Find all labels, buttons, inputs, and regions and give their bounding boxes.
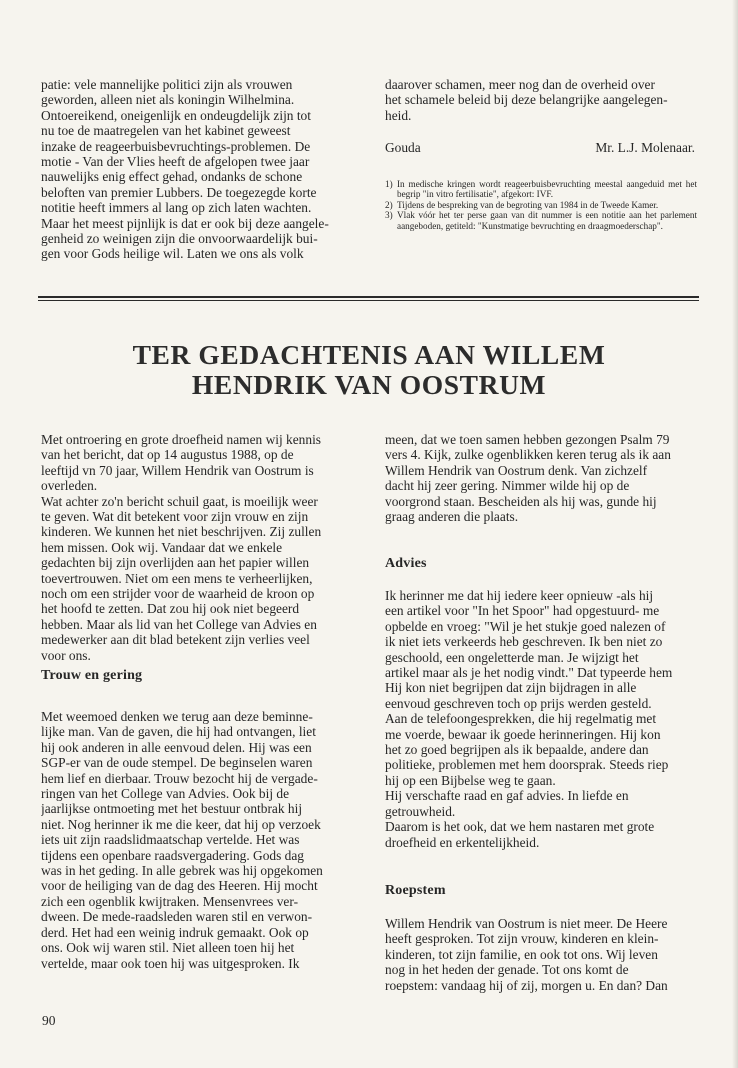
text-line: dween. De mede-raadsleden waren stil en verwon- — [41, 909, 313, 925]
text-line: noch om een strijder voor de waarheid de kroon op — [41, 586, 315, 602]
footnote — [385, 210, 697, 231]
text-line: het zo goed begrijpen als ik bepaalde, andere dan — [385, 742, 649, 758]
section-advies-text — [385, 588, 697, 850]
text-line: artikel maar als je het nodig vindt." Dat typeerde hem — [385, 665, 673, 681]
text-line: vertelde, maar ook toen hij was uitgesproken. Ik — [41, 955, 300, 971]
text-line: gedachten bij zijn overlijden aan het papier willen — [41, 555, 310, 571]
text-line: Met ontroering en grote droefheid namen wij kennis — [41, 432, 322, 447]
page-edge-shadow — [732, 0, 738, 1068]
text-line: graag anderen die plaats. — [385, 509, 519, 525]
text-line: van het bericht, dat op 14 augustus 1988, op de — [41, 447, 294, 463]
text-line: voor de heiliging van de dag des Heeren. Hij mocht — [41, 878, 318, 894]
page-number: 90 — [42, 1013, 56, 1028]
text-line: nu toe de maatregelen van het kabinet geweest — [41, 123, 291, 139]
section-heading: Advies — [385, 556, 427, 571]
text-line: iets uit zijn raadslidmaatschap vertelde. Het was — [41, 832, 300, 848]
text-line: nauwelijks enig effect gehad, ondanks de schone — [41, 169, 303, 185]
text-line: dacht hij zeer gering. Nimmer wilde hij op de — [385, 478, 630, 494]
text-line: notitie heeft immers al lang op zich laten wachten. — [41, 200, 312, 216]
text-line: vers 4. Kijk, zulke ogenblikken keren terug als ik aan — [385, 447, 671, 463]
section-advies-body — [385, 588, 697, 850]
text-line: hij op een Bijbelse weg te gaan. — [385, 772, 556, 788]
text-line: hem lief en dierbaar. Trouw bezocht hij de vergade- — [41, 770, 318, 786]
text-line: Ik herinner me dat hij iedere keer opnieuw -als hij — [385, 588, 654, 603]
text-line: heeft gesproken. Tot zijn vrouw, kinderen en klein- — [385, 931, 659, 947]
section-roepstem-text — [385, 916, 697, 993]
section-heading: Roepstem — [385, 883, 446, 898]
footnote — [385, 179, 697, 200]
text-line: politieke, problemen met hem doorsprak. Steeds riep — [385, 757, 669, 773]
text-line: leeftijd vn 70 jaar, Willem Hendrik van Oostrum is — [41, 462, 314, 478]
text-line: inzake de reageerbuisbevruchtings-problemen. De — [41, 138, 311, 154]
text-line: Daarom is het ook, dat we hem nastaren met grote — [385, 819, 655, 835]
footnote-text: Vlak vóór het ter perse gaan van dit nummer is een notitie aan het parlement aangeboden, getiteld: "Kunstmatige bevruchting en draagmoederschap". — [397, 210, 697, 231]
footnote-number: 1) — [385, 179, 393, 189]
text-line: getrouwheid. — [385, 803, 456, 819]
section-roepstem — [385, 883, 697, 899]
text-line: lijke man. Van de gaven, die hij had ontvangen, liet — [41, 724, 316, 740]
section-trouw-body — [41, 709, 353, 971]
prev-article-left-column — [41, 77, 353, 262]
section-heading: Trouw en gering — [41, 668, 143, 683]
prev-article-right-column — [385, 77, 697, 123]
footnote-number: 2) — [385, 199, 393, 210]
text-line: Willem Hendrik van Oostrum denk. Van zichzelf — [385, 462, 648, 478]
text-line: SGP-er van de oude stempel. De beginselen waren — [41, 755, 313, 771]
text-line: genheid zo weinigen zijn die onvoorwaardelijk bui- — [41, 231, 318, 247]
article-right-column — [385, 432, 697, 524]
section-divider-thick — [38, 296, 699, 298]
text-line: voor ons. — [41, 647, 91, 663]
text-line: heid. — [385, 107, 412, 123]
text-line: ons. Ook wij waren stil. Niet alleen toen hij het — [41, 940, 295, 956]
text-line: toevertrouwen. Niet om een mens te verheerlijken, — [41, 570, 313, 586]
text-line: tijdens een openbare raadsvergadering. Gods dag — [41, 847, 305, 863]
article-left-column — [41, 432, 353, 663]
text-line: het hoofd te zetten. Dat zou hij ook niet begeerd — [41, 601, 300, 617]
text-line: nog in het heden der genade. Tot ons komt de — [385, 962, 629, 978]
text-line: Aan de telefoongesprekken, die hij regelmatig met — [385, 711, 657, 727]
signature-author: Mr. L.J. Molenaar. — [595, 140, 695, 155]
text-line: geworden, alleen niet als koningin Wilhelmina. — [41, 92, 295, 108]
text-line: medewerker aan dit blad betekent zijn verlies veel — [41, 632, 310, 648]
text-line: daarover schamen, meer nog dan de overheid over — [385, 77, 655, 92]
signature-place: Gouda — [385, 140, 421, 155]
footnotes — [385, 179, 697, 231]
footnote-number: 3) — [385, 210, 393, 221]
text-line: Maar het meest pijnlijk is dat er ook bij deze aangele- — [41, 215, 329, 231]
text-line: te geven. Wat dit betekent voor zijn vrouw en zijn — [41, 509, 309, 525]
text-line: Ontoereikend, oneigenlijk en ondeugdelijk zijn tot — [41, 107, 311, 123]
text-line: jaarlijkse ontmoeting met het bestuur ontbrak hij — [41, 801, 303, 817]
text-line: het schamele beleid bij deze belangrijke aangelegen- — [385, 92, 668, 108]
text-line: voorgrond staan. Bescheiden als hij was, gunde hij — [385, 493, 657, 509]
text-line: patie: vele mannelijke politici zijn als vrouwen — [41, 77, 293, 92]
text-line: een artikel voor "In het Spoor" had opgestuurd- me — [385, 603, 660, 619]
text-line: eenvoud geschreven toch op prijs werden gesteld. — [385, 695, 652, 711]
article-title — [40, 340, 698, 400]
text-line: was in het geding. In alle gebrek was hij opgekomen — [41, 863, 323, 879]
footnote — [385, 200, 697, 210]
text-line: kinderen, tot zijn familie, en ook tot ons. Wij leven — [385, 946, 658, 962]
text-line: hem missen. Ook wij. Vandaar dat we enkele — [41, 539, 283, 555]
text-line: me voerde, bewaar ik goede herinneringen. Hij kon — [385, 726, 661, 742]
text-line: geschoold, een ongeletterde man. Je wijzigt het — [385, 649, 639, 665]
text-line: niet. Nog herinner ik me die keer, dat hij op verzoek — [41, 816, 321, 832]
text-line: droefheid en erkentelijkheid. — [385, 834, 540, 850]
text-line: hebben. Maar als lid van het College van Advies en — [41, 616, 317, 632]
article-title-line-2: HENDRIK VAN OOSTRUM — [191, 369, 547, 400]
text-line: kinderen. We kunnen het niet beschrijven. Zij zullen — [41, 524, 322, 540]
text-line: overleden. — [41, 478, 98, 494]
text-line: zich een ogenblik kwijtraken. Mensenvrees ver- — [41, 893, 299, 909]
text-line: meen, dat we toen samen hebben gezongen Psalm 79 — [385, 432, 670, 447]
section-roepstem-body — [385, 916, 697, 993]
footnote-text: In medische kringen wordt reageerbuisbevruchting meestal aangeduid met het begrip "in vitro fertilisatie", afgekort: IVF. — [397, 179, 697, 200]
text-line: Hij kon niet begrijpen dat zijn bijdragen in alle — [385, 680, 637, 696]
prev-article-left-text — [41, 77, 353, 262]
article-intro — [41, 432, 353, 663]
text-line: ringen van het College van Advies. Ook bij de — [41, 786, 290, 802]
text-line: roepstem: vandaag hij of zij, morgen u. En dan? Dan — [385, 977, 668, 993]
section-advies — [385, 556, 697, 572]
text-line: Wat achter zo'n bericht schuil gaat, is moeilijk weer — [41, 493, 318, 509]
text-line: derd. Het had een weinig indruk gemaakt. Ook op — [41, 924, 309, 940]
text-line: Met weemoed denken we terug aan deze beminne- — [41, 709, 313, 724]
text-line: ik niet iets verkeerds heb geschreven. Ik ben niet zo — [385, 634, 663, 650]
prev-article-right-text — [385, 77, 697, 123]
text-line: gen voor Gods heilige wil. Laten we ons als volk — [41, 246, 304, 262]
signature-line — [385, 140, 695, 156]
article-right-intro — [385, 432, 697, 524]
article-title-line-1: TER GEDACHTENIS AAN WILLEM — [132, 339, 606, 370]
section-trouw-en-gering — [41, 668, 353, 684]
text-line: beloften van premier Lubbers. De toegezegde korte — [41, 184, 317, 200]
section-divider-thin — [38, 300, 699, 301]
text-line: opbelde en vroeg: "Wil je het stukje goed nalezen of — [385, 618, 666, 634]
section-trouw-text — [41, 709, 353, 971]
text-line: motie - Van der Vlies heeft de afgelopen twee jaar — [41, 154, 310, 170]
text-line: hij ook anderen in alle eenvoud delen. Hij was een — [41, 739, 312, 755]
text-line: Hij verschafte raad en gaf advies. In liefde en — [385, 788, 629, 804]
footnote-text: Tijdens de bespreking van de begroting van 1984 in de Tweede Kamer. — [397, 199, 659, 210]
text-line: Willem Hendrik van Oostrum is niet meer. De Heere — [385, 916, 668, 931]
